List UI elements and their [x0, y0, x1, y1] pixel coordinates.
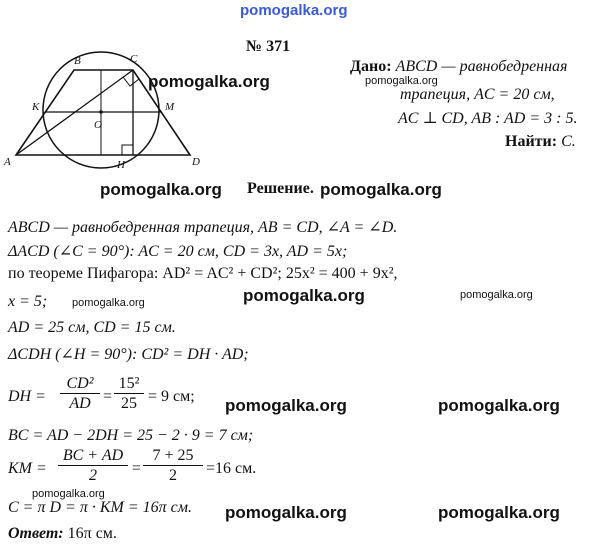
dh-f1-num: CD² [60, 374, 100, 394]
dh-rhs: = 9 см; [148, 388, 195, 405]
watermark: pomogalka.org [72, 297, 145, 309]
km-f2-den: 2 [169, 467, 177, 484]
c-line: C = π D = π · KM = 16π см. [8, 499, 192, 516]
km-f1-den: 2 [89, 467, 97, 484]
watermark: pomogalka.org [243, 286, 365, 305]
find-value: C. [561, 133, 576, 150]
solution-line-2: ΔACD (∠C = 90°): AC = 20 см, CD = 3x, AD = 5x; [8, 243, 348, 260]
solution-line-3: по теореме Пифагора: AD² = AC² + CD²; 25x² = 400 + 9x², [8, 265, 398, 282]
km-rhs: =16 см. [206, 460, 257, 477]
label-k: K [32, 101, 40, 113]
given-text-1: ABCD — равнобедренная [395, 58, 568, 75]
label-a: A [4, 156, 11, 168]
label-o: O [94, 119, 102, 131]
answer-label: Ответ: [8, 525, 64, 542]
given-label: Дано: [350, 58, 392, 75]
find-line [505, 133, 576, 151]
answer-value: 16π см. [67, 525, 117, 542]
km-fraction-1 [58, 446, 128, 485]
watermark: pomogalka.org [438, 503, 560, 522]
given-line-1 [350, 58, 568, 76]
watermark: pomogalka.org [460, 289, 533, 301]
answer-line [8, 525, 117, 543]
solution-line-1: ABCD — равнобедренная трапеция, AB = CD, ∠A = ∠D. [8, 219, 398, 236]
watermark: pomogalka.org [148, 72, 270, 91]
km-f1-num: BC + AD [58, 446, 128, 466]
dh-fraction-1 [60, 374, 100, 413]
watermark: pomogalka.org [225, 503, 347, 522]
label-h: H [117, 159, 125, 171]
solution-line-5: AD = 25 см, CD = 15 см. [8, 319, 176, 336]
problem-number: № 371 [246, 38, 291, 55]
right-angle-c [123, 77, 139, 86]
watermark: pomogalka.org [100, 180, 222, 199]
center-point [99, 110, 103, 114]
given-line-2: трапеция, AC = 20 см, [400, 86, 555, 103]
given-line-3: AC ⊥ CD, AB : AD = 3 : 5. [398, 110, 578, 127]
solution-line-6: ΔCDH (∠H = 90°): CD² = DH · AD; [8, 346, 249, 363]
km-f2-num: 7 + 25 [143, 446, 203, 466]
label-m: M [165, 101, 175, 113]
dh-f2-num: 15² [114, 374, 144, 394]
dh-f2-den: 25 [121, 395, 137, 412]
solution-line-4: x = 5; [8, 293, 48, 310]
dh-fraction-2 [114, 374, 144, 413]
label-d: D [192, 156, 200, 168]
label-c: C [130, 53, 138, 65]
dh-eq: = [103, 388, 113, 405]
label-b: B [74, 55, 81, 67]
watermark: pomogalka.org [32, 488, 105, 500]
watermark: pomogalka.org [225, 396, 347, 415]
solution-title: Решение. [247, 180, 314, 197]
km-lhs: KM = [8, 460, 47, 477]
km-eq: = [132, 460, 142, 477]
watermark: pomogalka.org [320, 180, 442, 199]
geometry-figure [2, 50, 217, 175]
watermark: pomogalka.org [240, 2, 348, 19]
watermark: pomogalka.org [438, 396, 560, 415]
bc-line: BC = AD − 2DH = 25 − 2 · 9 = 7 см; [8, 427, 254, 444]
dh-f1-den: AD [69, 395, 91, 412]
watermark: pomogalka.org [365, 75, 438, 87]
right-angle-h [122, 145, 133, 155]
dh-lhs: DH = [8, 388, 46, 405]
find-label: Найти: [505, 133, 558, 150]
km-fraction-2 [143, 446, 203, 485]
